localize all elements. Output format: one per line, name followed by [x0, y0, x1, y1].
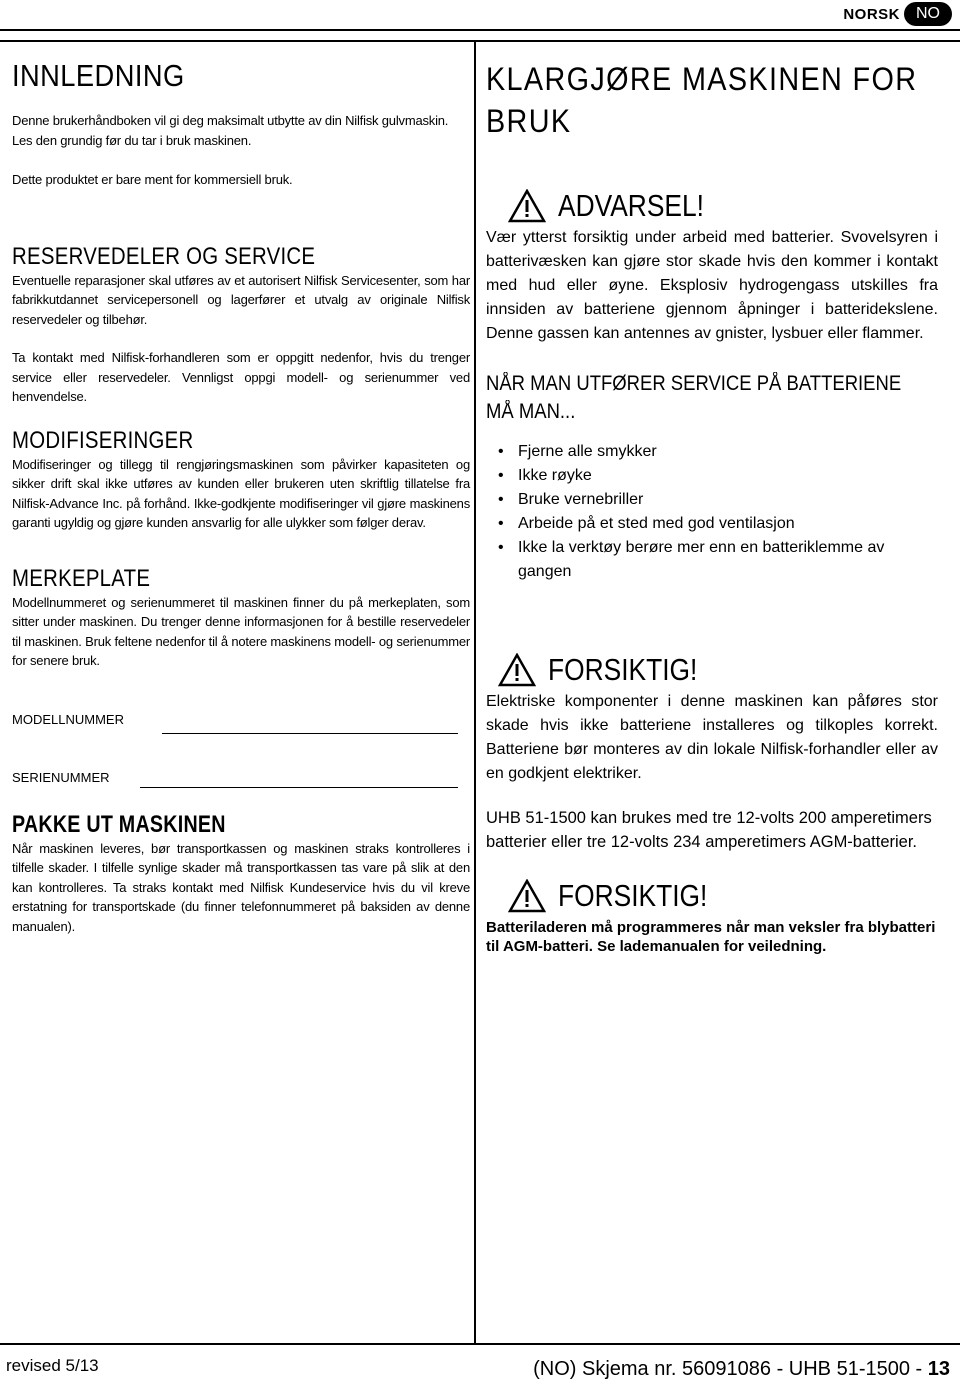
caution-2-paragraph: Batteriladeren må programmeres når man veksler fra blybatteri til AGM-batteri. Se lademanualen for veiledning.: [486, 919, 936, 955]
prepare-title-line-2: BRUK: [486, 103, 572, 139]
model-number-label: MODELLNUMMER: [12, 711, 124, 727]
serial-number-line[interactable]: [140, 787, 458, 788]
language-code-badge: NO: [904, 2, 952, 26]
caution-1-paragraph: Elektriske komponenter i denne maskinen kan påføres stor skade hvis ikke batteriene installeres og tilkoples korrekt. Batteriene bør monteres av din lokale Nilfisk-forhandler eller av en godkjent elektriker.: [486, 693, 938, 782]
nameplate-paragraph: Modellnummeret og serienummeret til maskinen finner du på merkeplaten, som sitter under maskinen. Du trenger denne informasjonen for å bestille reservedeler til maskinen. Bruk feltene nedenfor til å notere maskinens modell- og serienummer for senere bruk.: [12, 594, 470, 668]
intro-paragraph-line-1: Denne brukerhåndboken vil gi deg maksimalt utbytte av din Nilfisk gulvmaskin.: [12, 113, 449, 128]
list-item: • Fjerne alle smykker: [486, 440, 938, 464]
service-title: RESERVEDELER OG SERVICE: [12, 242, 316, 270]
intro-commercial-note: Dette produktet er bare ment for kommersiell bruk.: [12, 172, 293, 187]
unpack-paragraph: Når maskinen leveres, bør transportkassen og maskinen straks kontrolleres i tilfelle skader. I tilfelle synlige skader må transportkassen tas vare på slik at den kan kontrolleres. Ta straks kontakt med Nilfisk Kundeservice hvis du vil kreve erstatning for transportskade (du finner telefonnummeret på baksiden av denne manualen).: [12, 840, 470, 934]
header-rule: [0, 29, 960, 31]
battery-service-title-line-1: NÅR MAN UTFØRER SERVICE PÅ BATTERIENE: [486, 372, 902, 395]
language-label: NORSK: [843, 5, 900, 23]
service-paragraph-2: Ta kontakt med Nilfisk-forhandleren som er oppgitt nedenfor, hvis du trenger service eller reservedeler. Vennligst oppgi modell- og serienummer ved henvendelse.: [12, 350, 470, 404]
caution-1-header: [486, 652, 938, 688]
model-number-field: [12, 711, 470, 731]
battery-safety-list: [486, 440, 938, 584]
battery-service-title-line-2: MÅ MAN...: [486, 400, 576, 423]
nameplate-title: MERKEPLATE: [12, 564, 151, 592]
warning-title: ADVARSEL!: [558, 188, 704, 223]
caution-2-header: [486, 878, 938, 914]
intro-title: INNLEDNING: [12, 58, 185, 93]
language-indicator: [843, 2, 952, 26]
battery-info-paragraph: UHB 51-1500 kan brukes med tre 12-volts 200 amperetimers batterier eller tre 12-volts 234 amperetimers AGM-batterier.: [486, 809, 932, 851]
caution-2-title: FORSIKTIG!: [558, 878, 708, 913]
service-paragraph-1: Eventuelle reparasjoner skal utføres av et autorisert Nilfisk Servicesenter, som har fabrikkutdannet servicepersonell og lagerfører et utvalg av originale Nilfisk reservedeler og tilbehør.: [12, 272, 470, 327]
prepare-title-line-1: KLARGJØRE MASKINEN FOR: [486, 61, 918, 97]
model-number-line[interactable]: [162, 733, 458, 734]
unpack-title: PAKKE UT MASKINEN: [12, 810, 226, 838]
list-item: • Ikke la verktøy berøre mer enn en batteriklemme av gangen: [486, 536, 938, 584]
left-column: [12, 58, 470, 936]
caution-1-title: FORSIKTIG!: [548, 652, 698, 687]
modifications-title: MODIFISERINGER: [12, 426, 194, 454]
warning-header: [486, 188, 938, 224]
serial-number-label: SERIENUMMER: [12, 769, 110, 785]
list-item: • Arbeide på et sted med god ventilasjon: [486, 512, 938, 536]
list-item: • Ikke røyke: [486, 464, 938, 488]
warning-paragraph: Vær ytterst forsiktig under arbeid med batterier. Svovelsyren i batterivæsken kan gjøre stor skade hvis den kommer i kontakt med hud eller øyne. Eksplosiv hydrogengass utskilles fra innsiden av batteriene gjennom åpninger i batteridekslene. Denne gassen kan antennes av gnister, lysbuer eller flammer.: [486, 229, 938, 342]
page-number: 13: [927, 1358, 950, 1380]
list-item: • Bruke vernebriller: [486, 488, 938, 512]
warning-triangle-icon: [498, 653, 536, 687]
modifications-paragraph: Modifiseringer og tillegg til rengjøringsmaskinen som påvirker kapasiteten og sikker drift skal ikke utføres av kunden eller brukeren uten skriftlig tillatelse fra Nilfisk-Advance Inc. på forhånd. Ikke-godkjente modifiseringer vil gjøre maskinens garanti ugyldig og gjøre kunden ansvarlig for alle ulykker som følger derav.: [12, 456, 470, 530]
warning-triangle-icon: [508, 879, 546, 913]
document-footer: [533, 1358, 950, 1381]
revision-note: revised 5/13: [6, 1356, 99, 1375]
document-reference: (NO) Skjema nr. 56091086 - UHB 51-1500 -: [533, 1358, 928, 1380]
intro-paragraph-line-2: Les den grundig før du tar i bruk maskinen.: [12, 132, 252, 148]
right-column: [486, 58, 938, 956]
serial-number-field: [12, 769, 470, 789]
warning-triangle-icon: [508, 189, 546, 223]
